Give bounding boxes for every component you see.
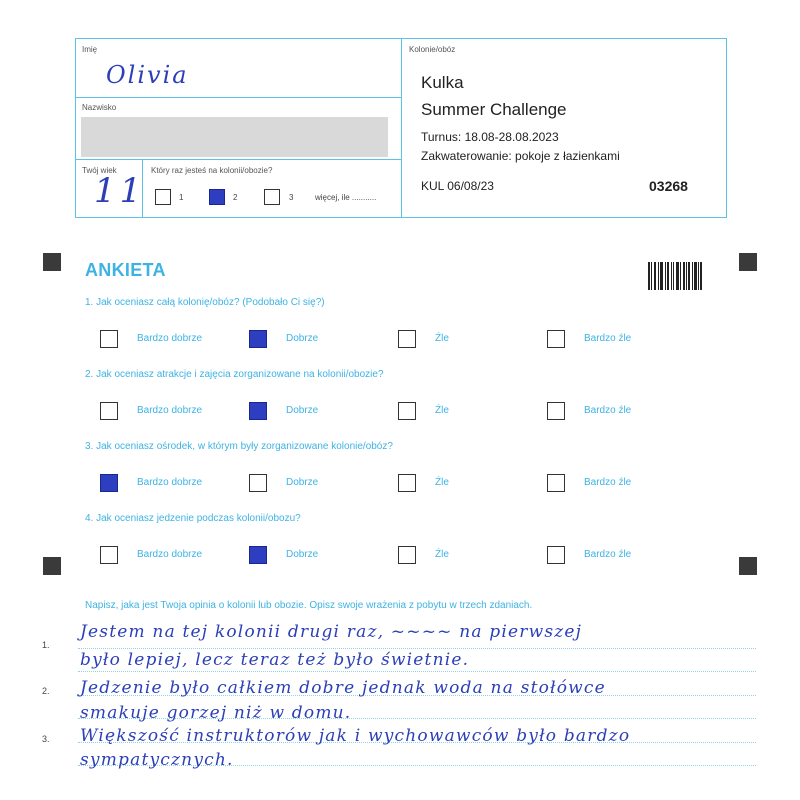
answer-checkbox[interactable] (547, 330, 565, 348)
registration-marker (739, 557, 757, 575)
times-option-1-checkbox[interactable] (155, 189, 171, 205)
answer-text[interactable]: Jedzenie było całkiem dobre jednak woda na stołówce (80, 678, 606, 698)
participant-info-form (75, 38, 727, 218)
registration-marker (43, 557, 61, 575)
answer-text[interactable]: było lepiej, lecz teraz też było świetnie. (80, 650, 470, 670)
answer-checkbox[interactable] (398, 402, 416, 420)
form-divider (76, 159, 401, 160)
answer-option-label: Dobrze (286, 477, 319, 488)
form-divider (76, 97, 401, 98)
answer-checkbox[interactable] (100, 330, 118, 348)
form-divider (401, 39, 402, 218)
barcode (648, 262, 702, 290)
answer-text[interactable]: sympatycznych. (80, 750, 234, 770)
camp-name: Kulka (421, 73, 464, 92)
answer-text[interactable]: Jestem na tej kolonii drugi raz, ~~~~ na pierwszej (80, 622, 583, 642)
age-label: Twój wiek (82, 166, 117, 175)
times-option-2-label: 2 (233, 193, 238, 202)
registration-marker (43, 253, 61, 271)
answer-checkbox[interactable] (100, 474, 118, 492)
answer-option-label: Źle (435, 477, 449, 488)
answer-option-label: Źle (435, 549, 449, 560)
first-name-field[interactable]: Olivia (106, 61, 189, 89)
answer-checkbox[interactable] (249, 330, 267, 348)
camp-code: KUL 06/08/23 (421, 179, 494, 193)
turnus-dates: Turnus: 18.08-28.08.2023 (421, 130, 559, 144)
question-text: 3. Jak oceniasz ośrodek, w którym były zorganizowane kolonie/obóz? (85, 441, 393, 452)
answer-option-label: Bardzo źle (584, 405, 632, 416)
registration-marker (739, 253, 757, 271)
answer-text[interactable]: smakuje gorzej niż w domu. (80, 703, 352, 723)
answer-option-label: Bardzo źle (584, 477, 632, 488)
answer-number: 1. (42, 640, 50, 650)
answer-option-label: Bardzo dobrze (137, 405, 203, 416)
answer-checkbox[interactable] (547, 546, 565, 564)
times-option-3-label: 3 (289, 193, 294, 202)
answer-checkbox[interactable] (398, 474, 416, 492)
answer-option-label: Bardzo dobrze (137, 477, 203, 488)
answer-option-label: Źle (435, 405, 449, 416)
answer-checkbox[interactable] (249, 546, 267, 564)
answer-checkbox[interactable] (249, 474, 267, 492)
last-name-label: Nazwisko (82, 103, 117, 112)
times-option-3-checkbox[interactable] (264, 189, 280, 205)
answer-option-label: Bardzo dobrze (137, 333, 203, 344)
times-more-label: więcej, ile ........... (315, 193, 377, 202)
answer-line (78, 671, 756, 672)
age-field[interactable]: 11 (94, 171, 146, 211)
times-at-camp-label: Który raz jesteś na kolonii/obozie? (151, 166, 273, 175)
first-name-label: Imię (82, 45, 98, 54)
answer-option-label: Dobrze (286, 333, 319, 344)
last-name-redaction[interactable] (81, 117, 388, 157)
answer-checkbox[interactable] (547, 402, 565, 420)
answer-line (78, 648, 756, 649)
answer-checkbox[interactable] (249, 402, 267, 420)
survey-title: ANKIETA (85, 260, 166, 280)
answer-option-label: Źle (435, 333, 449, 344)
answer-option-label: Bardzo źle (584, 333, 632, 344)
question-text: 1. Jak oceniasz całą kolonię/obóz? (Podobało Ci się?) (85, 297, 325, 308)
answer-text[interactable]: Większość instruktorów jak i wychowawców było bardzo (80, 726, 631, 746)
answer-checkbox[interactable] (547, 474, 565, 492)
times-option-1-label: 1 (179, 193, 184, 202)
answer-checkbox[interactable] (100, 546, 118, 564)
answer-option-label: Bardzo dobrze (137, 549, 203, 560)
answer-number: 3. (42, 734, 50, 744)
answer-option-label: Bardzo źle (584, 549, 632, 560)
camp-label: Kolonie/obóz (409, 45, 456, 54)
answer-checkbox[interactable] (100, 402, 118, 420)
form-number: 03268 (649, 178, 688, 194)
camp-subtitle: Summer Challenge (421, 100, 567, 119)
opinion-prompt: Napisz, jaka jest Twoja opinia o kolonii lub obozie. Opisz swoje wrażenia z pobytu w trzech zdaniach. (85, 600, 533, 611)
accommodation: Zakwaterowanie: pokoje z łazienkami (421, 149, 620, 163)
question-text: 2. Jak oceniasz atrakcje i zajęcia zorganizowane na kolonii/obozie? (85, 369, 384, 380)
answer-option-label: Dobrze (286, 405, 319, 416)
answer-checkbox[interactable] (398, 546, 416, 564)
times-option-2-checkbox[interactable] (209, 189, 225, 205)
answer-checkbox[interactable] (398, 330, 416, 348)
answer-option-label: Dobrze (286, 549, 319, 560)
answer-number: 2. (42, 686, 50, 696)
question-text: 4. Jak oceniasz jedzenie podczas kolonii/obozu? (85, 513, 301, 524)
